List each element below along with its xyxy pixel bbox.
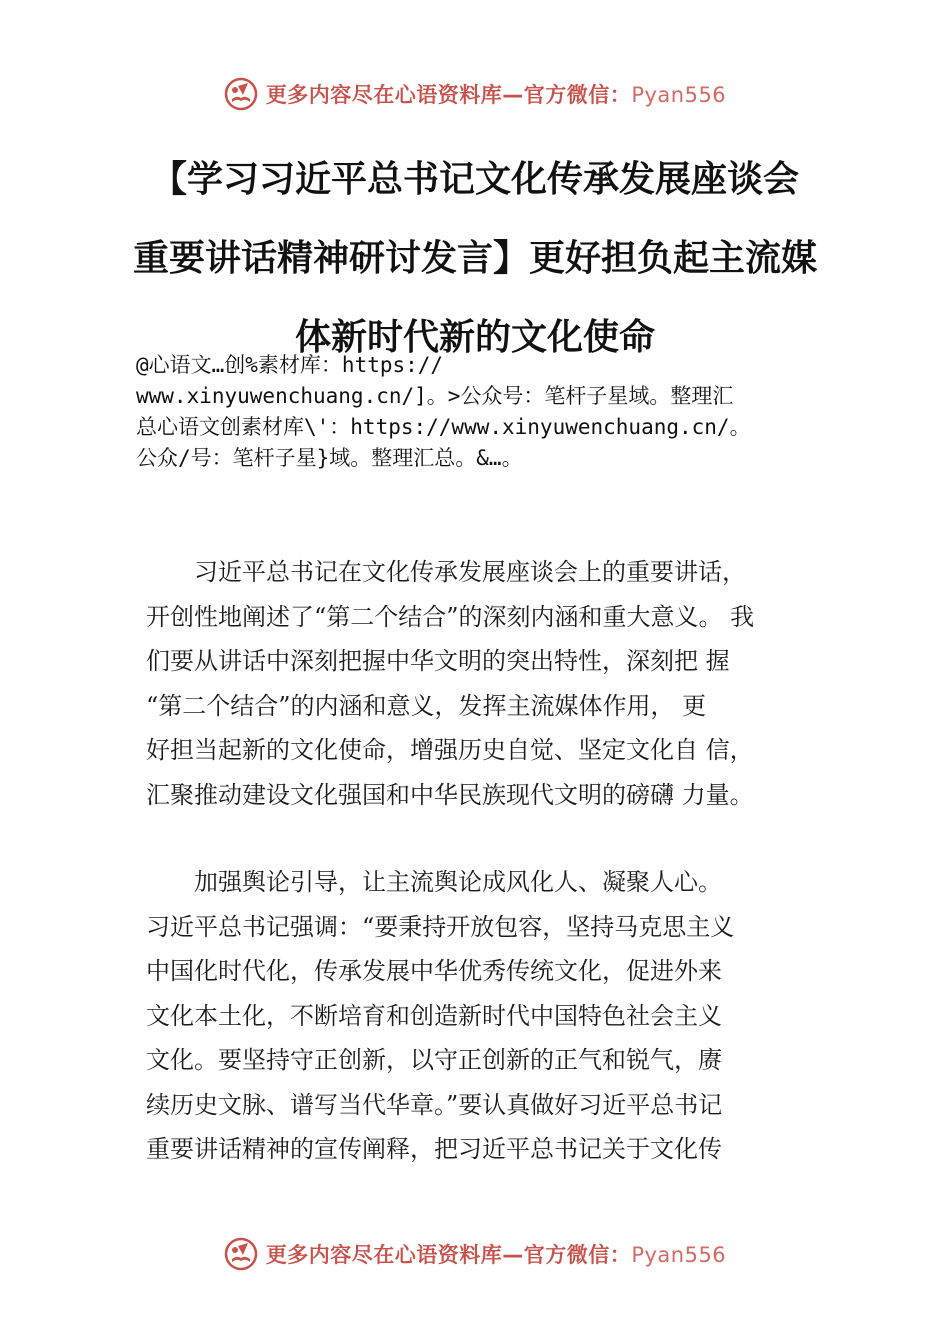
paragraph-line: 好担当起新的文化使命，增强历史自觉、坚定文化自 信， <box>146 736 754 764</box>
body-paragraph-2 <box>146 860 846 1172</box>
footer-banner-text: 更多内容尽在心语资料库—官方微信：Pyan556 <box>265 1243 727 1267</box>
footer-banner <box>0 1232 950 1276</box>
title-line: 【学习习近平总书记文化传承发展座谈会 <box>150 159 799 200</box>
document-title <box>130 140 820 377</box>
source-line: 公众/号：笔杆子星}域。整理汇总。&…。 <box>136 446 523 470</box>
source-line: www.xinyuwenchuang.cn/]。>公众号：笔杆子星域。整理汇 <box>136 384 734 408</box>
book-pen-logo-icon <box>224 77 258 111</box>
header-banner <box>0 72 950 116</box>
source-line: 总心语文创素材库\'：https://www.xinyuwenchuang.cn/。 <box>136 415 751 439</box>
source-line: @心语文…创%素材库：https:// <box>136 353 444 377</box>
title-line: 体新时代新的文化使命 <box>294 317 655 358</box>
paragraph-line: “第二个结合”的内涵和意义，发挥主流媒体作用， 更 <box>146 691 707 720</box>
paragraph-line: 习近平总书记在文化传承发展座谈会上的重要讲话， <box>146 558 746 586</box>
wechat-id: Pyan556 <box>631 83 727 107</box>
paragraph-line: 加强舆论引导，让主流舆论成风化人、凝聚人心。 <box>146 868 722 896</box>
paragraph-line: 开创性地阐述了“第二个结合”的深刻内涵和重大意义。 我 <box>146 602 755 631</box>
header-banner-text: 更多内容尽在心语资料库—官方微信：Pyan556 <box>265 83 727 107</box>
paragraph-line: 习近平总书记强调：“要秉持开放包容，坚持马克思主义 <box>146 912 735 941</box>
source-note <box>136 350 856 474</box>
paragraph-line: 中国化时代化，传承发展中华优秀传统文化，促进外来 <box>146 957 722 985</box>
title-line: 重要讲话精神研讨发言】更好担负起主流媒 <box>132 238 817 279</box>
paragraph-line: 续历史文脉、谱写当代华章。”要认真做好习近平总书记 <box>146 1090 723 1119</box>
paragraph-line: 汇聚推动建设文化强国和中华民族现代文明的磅礴 力量。 <box>146 780 754 809</box>
body-paragraph-1 <box>146 550 846 817</box>
paragraph-line: 文化。要坚持守正创新，以守正创新的正气和锐气，赓 <box>146 1046 722 1074</box>
paragraph-line: 们要从讲话中深刻把握中华文明的突出特性，深刻把 握 <box>146 647 730 675</box>
wechat-id: Pyan556 <box>631 1243 727 1267</box>
paragraph-line: 重要讲话精神的宣传阐释，把习近平总书记关于文化传 <box>146 1135 722 1163</box>
book-pen-logo-icon <box>224 1237 258 1271</box>
paragraph-line: 文化本土化，不断培育和创造新时代中国特色社会主义 <box>146 1001 722 1030</box>
